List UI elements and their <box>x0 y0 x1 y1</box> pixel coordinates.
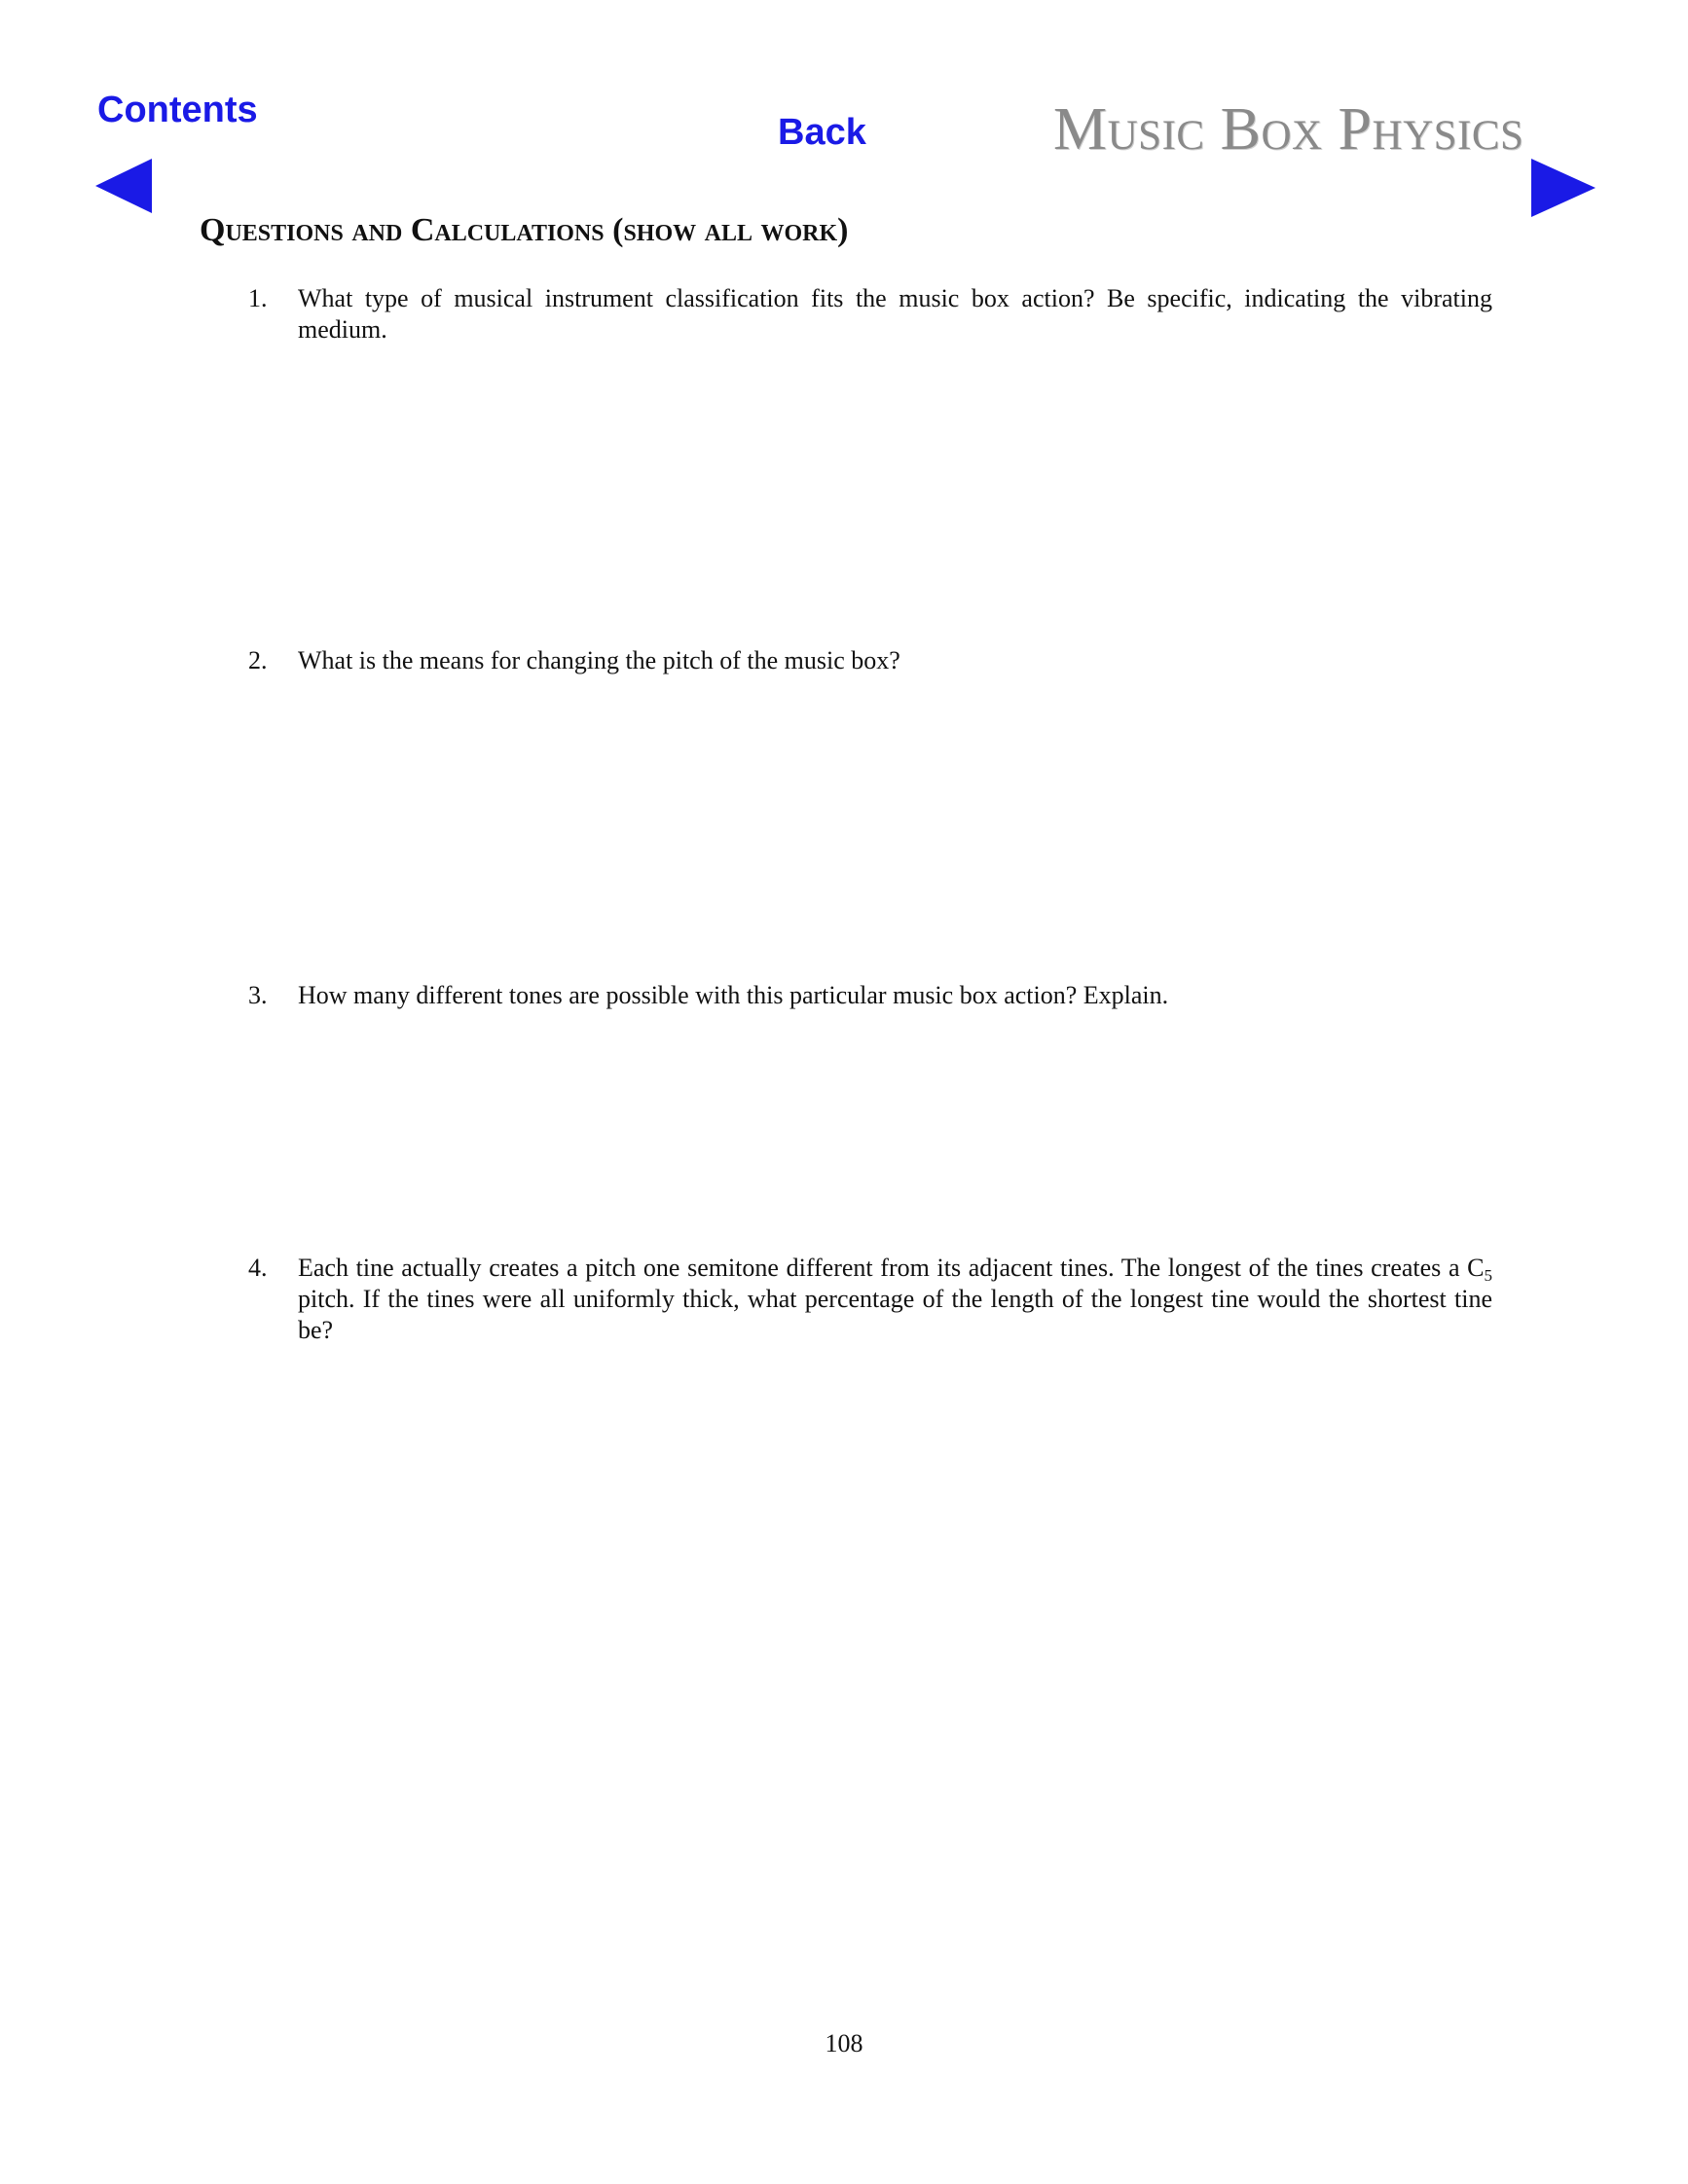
question-3 <box>248 980 1492 1011</box>
question-number: 2. <box>248 646 268 674</box>
question-1 <box>248 283 1492 346</box>
question-text: What is the means for changing the pitch of the music box? <box>298 646 900 674</box>
note-subscript: 5 <box>1484 1266 1492 1285</box>
question-text-before: Each tine actually creates a pitch one semitone different from its adjacent tines. The longest of the tines creates a <box>298 1254 1468 1282</box>
contents-link[interactable]: Contents <box>97 90 258 130</box>
back-link[interactable]: Back <box>778 112 866 153</box>
question-text: What type of musical instrument classification fits the music box action? Be specific, indicating the vibrating medium. <box>298 284 1492 344</box>
header-title: Music Box Physics <box>1053 96 1524 163</box>
question-number: 4. <box>248 1254 268 1282</box>
question-text <box>298 1253 1492 1346</box>
page-number: 108 <box>825 2029 863 2057</box>
note-letter: C <box>1467 1254 1485 1282</box>
question-text-after: pitch. If the tines were all uniformly thick, what percentage of the length of the longest tine would the shortest tine be? <box>298 1285 1492 1344</box>
question-text: How many different tones are possible with this particular music box action? Explain. <box>298 981 1169 1009</box>
section-heading: Questions and Calculations (show all work) <box>200 212 849 248</box>
question-number: 3. <box>248 981 268 1009</box>
question-2 <box>248 645 1492 676</box>
question-number: 1. <box>248 284 268 312</box>
question-4 <box>248 1253 1492 1346</box>
left-arrow-icon[interactable] <box>95 159 152 213</box>
right-arrow-icon[interactable] <box>1531 159 1596 217</box>
